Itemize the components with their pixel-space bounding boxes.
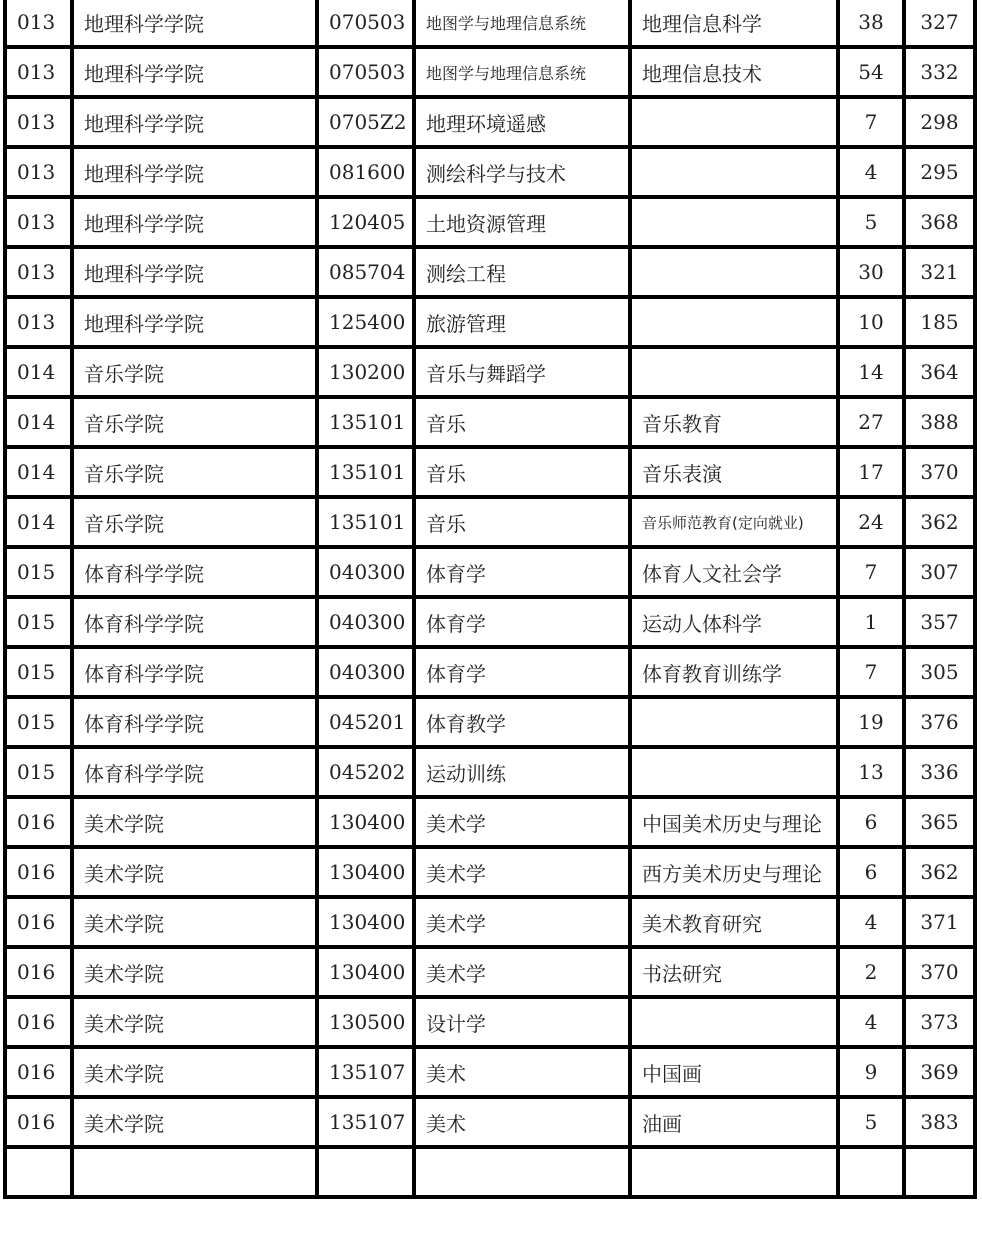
admissions-table: [3, 0, 977, 1199]
dept-code-cell: 013: [5, 247, 72, 297]
major-name-cell: 体育教学: [414, 697, 630, 747]
major-name-cell: 美术学: [414, 797, 630, 847]
enrollment-count-cell: 38: [838, 0, 904, 47]
dept-code-cell: 016: [5, 1097, 72, 1147]
min-score-cell: 336: [904, 747, 975, 797]
major-code-cell: 130400: [317, 947, 414, 997]
dept-name-cell: 美术学院: [72, 997, 317, 1047]
major-code-cell: 045202: [317, 747, 414, 797]
major-name-cell: 旅游管理: [414, 297, 630, 347]
major-code-cell: 135101: [317, 497, 414, 547]
enrollment-count-cell: 6: [838, 847, 904, 897]
enrollment-count-cell: 7: [838, 547, 904, 597]
table-row: [5, 397, 975, 447]
major-name-cell: 体育学: [414, 647, 630, 697]
direction-cell: [630, 697, 838, 747]
major-name-cell: 音乐与舞蹈学: [414, 347, 630, 397]
dept-code-cell: 015: [5, 597, 72, 647]
major-code-cell: 081600: [317, 147, 414, 197]
dept-code-cell: 014: [5, 397, 72, 447]
min-score-cell: 371: [904, 897, 975, 947]
dept-name-cell: 音乐学院: [72, 397, 317, 447]
dept-name-cell: 美术学院: [72, 797, 317, 847]
min-score-cell: 388: [904, 397, 975, 447]
dept-code-cell: 013: [5, 297, 72, 347]
table-row: [5, 647, 975, 697]
major-name-cell: 美术学: [414, 947, 630, 997]
dept-name-cell: 地理科学学院: [72, 147, 317, 197]
major-name-cell: 地图学与地理信息系统: [414, 0, 630, 47]
dept-name-cell: 地理科学学院: [72, 197, 317, 247]
major-code-cell: 040300: [317, 647, 414, 697]
min-score-cell: 327: [904, 0, 975, 47]
dept-name-cell: 体育科学学院: [72, 697, 317, 747]
table-row: [5, 497, 975, 547]
major-code-cell: 070503: [317, 47, 414, 97]
dept-name-cell: 地理科学学院: [72, 97, 317, 147]
table-row: [5, 697, 975, 747]
enrollment-count-cell: 5: [838, 1097, 904, 1147]
direction-cell: [630, 247, 838, 297]
min-score-cell: 298: [904, 97, 975, 147]
min-score-cell: 307: [904, 547, 975, 597]
major-name-cell: 设计学: [414, 997, 630, 1047]
enrollment-count-cell: 7: [838, 647, 904, 697]
dept-code-cell: 015: [5, 747, 72, 797]
dept-name-cell: 地理科学学院: [72, 297, 317, 347]
dept-name-cell: 地理科学学院: [72, 247, 317, 297]
major-code-cell: 130400: [317, 797, 414, 847]
min-score-cell: 370: [904, 947, 975, 997]
major-name-cell: 音乐: [414, 397, 630, 447]
major-code-cell: 045201: [317, 697, 414, 747]
table-row: [5, 797, 975, 847]
dept-name-cell: 美术学院: [72, 897, 317, 947]
major-code-cell: 130400: [317, 897, 414, 947]
direction-cell: 书法研究: [630, 947, 838, 997]
dept-code-cell: 016: [5, 947, 72, 997]
enrollment-count-cell: 2: [838, 947, 904, 997]
major-code-cell: 135107: [317, 1047, 414, 1097]
direction-cell: 地理信息科学: [630, 0, 838, 47]
enrollment-count-cell: 19: [838, 697, 904, 747]
table-body: [5, 0, 975, 1197]
direction-cell: 油画: [630, 1097, 838, 1147]
table-row: [5, 247, 975, 297]
dept-name-cell: 体育科学学院: [72, 747, 317, 797]
dept-code-cell: 016: [5, 847, 72, 897]
table-row: [5, 897, 975, 947]
major-code-cell: 130200: [317, 347, 414, 397]
dept-code-cell: 013: [5, 97, 72, 147]
dept-code-cell: 016: [5, 1047, 72, 1097]
dept-name-cell: 美术学院: [72, 1097, 317, 1147]
enrollment-count-cell: 4: [838, 897, 904, 947]
dept-name-cell: [72, 1147, 317, 1197]
major-code-cell: 0705Z2: [317, 97, 414, 147]
major-code-cell: [317, 1147, 414, 1197]
table-row: [5, 1147, 975, 1197]
major-name-cell: 运动训练: [414, 747, 630, 797]
dept-code-cell: 013: [5, 0, 72, 47]
dept-name-cell: 体育科学学院: [72, 647, 317, 697]
direction-cell: 音乐师范教育(定向就业): [630, 497, 838, 547]
dept-name-cell: 美术学院: [72, 1047, 317, 1097]
enrollment-count-cell: 13: [838, 747, 904, 797]
major-code-cell: 070503: [317, 0, 414, 47]
enrollment-count-cell: 6: [838, 797, 904, 847]
enrollment-count-cell: 5: [838, 197, 904, 247]
major-code-cell: 135101: [317, 397, 414, 447]
direction-cell: 地理信息技术: [630, 47, 838, 97]
min-score-cell: 305: [904, 647, 975, 697]
dept-name-cell: 美术学院: [72, 947, 317, 997]
major-code-cell: 085704: [317, 247, 414, 297]
major-code-cell: 130400: [317, 847, 414, 897]
major-code-cell: 135101: [317, 447, 414, 497]
min-score-cell: 368: [904, 197, 975, 247]
direction-cell: [630, 197, 838, 247]
min-score-cell: 362: [904, 497, 975, 547]
table-row: [5, 597, 975, 647]
major-name-cell: 地理环境遥感: [414, 97, 630, 147]
major-name-cell: 地图学与地理信息系统: [414, 47, 630, 97]
table-row: [5, 747, 975, 797]
dept-name-cell: 音乐学院: [72, 347, 317, 397]
dept-code-cell: 015: [5, 697, 72, 747]
direction-cell: 运动人体科学: [630, 597, 838, 647]
table-row: [5, 347, 975, 397]
major-name-cell: [414, 1147, 630, 1197]
enrollment-count-cell: 14: [838, 347, 904, 397]
table-row: [5, 97, 975, 147]
major-name-cell: 美术: [414, 1047, 630, 1097]
min-score-cell: 369: [904, 1047, 975, 1097]
major-name-cell: 美术学: [414, 847, 630, 897]
direction-cell: 美术教育研究: [630, 897, 838, 947]
enrollment-count-cell: 7: [838, 97, 904, 147]
major-name-cell: 测绘科学与技术: [414, 147, 630, 197]
major-name-cell: 美术: [414, 1097, 630, 1147]
min-score-cell: [904, 1147, 975, 1197]
dept-code-cell: 014: [5, 347, 72, 397]
dept-code-cell: 013: [5, 147, 72, 197]
direction-cell: 音乐表演: [630, 447, 838, 497]
table-row: [5, 1047, 975, 1097]
dept-code-cell: 014: [5, 447, 72, 497]
major-code-cell: 130500: [317, 997, 414, 1047]
enrollment-count-cell: 10: [838, 297, 904, 347]
major-code-cell: 135107: [317, 1097, 414, 1147]
dept-code-cell: 013: [5, 47, 72, 97]
min-score-cell: 364: [904, 347, 975, 397]
major-name-cell: 音乐: [414, 447, 630, 497]
enrollment-count-cell: 24: [838, 497, 904, 547]
dept-code-cell: 016: [5, 797, 72, 847]
enrollment-count-cell: 27: [838, 397, 904, 447]
dept-code-cell: [5, 1147, 72, 1197]
table-row: [5, 197, 975, 247]
direction-cell: [630, 97, 838, 147]
dept-name-cell: 音乐学院: [72, 447, 317, 497]
enrollment-count-cell: 4: [838, 997, 904, 1047]
table-row: [5, 0, 975, 47]
min-score-cell: 332: [904, 47, 975, 97]
enrollment-count-cell: 1: [838, 597, 904, 647]
dept-code-cell: 013: [5, 197, 72, 247]
dept-name-cell: 美术学院: [72, 847, 317, 897]
direction-cell: 体育人文社会学: [630, 547, 838, 597]
enrollment-count-cell: 30: [838, 247, 904, 297]
direction-cell: [630, 747, 838, 797]
dept-code-cell: 014: [5, 497, 72, 547]
table-row: [5, 147, 975, 197]
min-score-cell: 383: [904, 1097, 975, 1147]
table-row: [5, 297, 975, 347]
major-name-cell: 音乐: [414, 497, 630, 547]
min-score-cell: 321: [904, 247, 975, 297]
table-row: [5, 847, 975, 897]
min-score-cell: 373: [904, 997, 975, 1047]
direction-cell: 西方美术历史与理论: [630, 847, 838, 897]
direction-cell: [630, 1147, 838, 1197]
enrollment-count-cell: 4: [838, 147, 904, 197]
direction-cell: 体育教育训练学: [630, 647, 838, 697]
direction-cell: 中国美术历史与理论: [630, 797, 838, 847]
major-name-cell: 美术学: [414, 897, 630, 947]
min-score-cell: 185: [904, 297, 975, 347]
direction-cell: [630, 297, 838, 347]
enrollment-count-cell: 54: [838, 47, 904, 97]
dept-name-cell: 地理科学学院: [72, 47, 317, 97]
table-row: [5, 997, 975, 1047]
table-row: [5, 1097, 975, 1147]
table-row: [5, 47, 975, 97]
dept-code-cell: 015: [5, 547, 72, 597]
min-score-cell: 370: [904, 447, 975, 497]
direction-cell: 中国画: [630, 1047, 838, 1097]
major-name-cell: 体育学: [414, 547, 630, 597]
major-name-cell: 土地资源管理: [414, 197, 630, 247]
dept-name-cell: 体育科学学院: [72, 547, 317, 597]
major-name-cell: 测绘工程: [414, 247, 630, 297]
min-score-cell: 365: [904, 797, 975, 847]
table-row: [5, 947, 975, 997]
dept-code-cell: 016: [5, 997, 72, 1047]
dept-name-cell: 地理科学学院: [72, 0, 317, 47]
table-row: [5, 447, 975, 497]
min-score-cell: 376: [904, 697, 975, 747]
major-name-cell: 体育学: [414, 597, 630, 647]
dept-code-cell: 015: [5, 647, 72, 697]
enrollment-count-cell: 17: [838, 447, 904, 497]
enrollment-count-cell: 9: [838, 1047, 904, 1097]
major-code-cell: 040300: [317, 597, 414, 647]
enrollment-count-cell: [838, 1147, 904, 1197]
major-code-cell: 120405: [317, 197, 414, 247]
major-code-cell: 125400: [317, 297, 414, 347]
dept-name-cell: 体育科学学院: [72, 597, 317, 647]
table-row: [5, 547, 975, 597]
min-score-cell: 362: [904, 847, 975, 897]
direction-cell: [630, 147, 838, 197]
min-score-cell: 295: [904, 147, 975, 197]
dept-code-cell: 016: [5, 897, 72, 947]
direction-cell: [630, 347, 838, 397]
dept-name-cell: 音乐学院: [72, 497, 317, 547]
major-code-cell: 040300: [317, 547, 414, 597]
direction-cell: [630, 997, 838, 1047]
direction-cell: 音乐教育: [630, 397, 838, 447]
min-score-cell: 357: [904, 597, 975, 647]
